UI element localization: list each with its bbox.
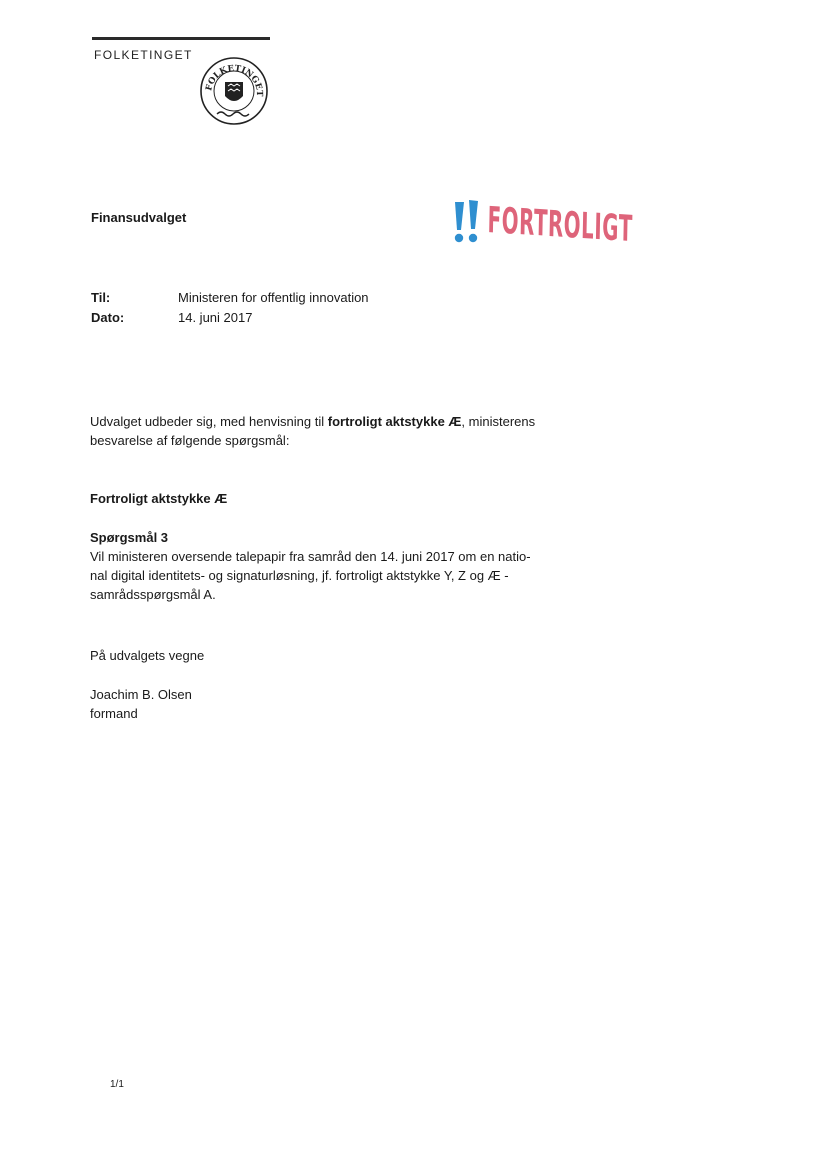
header-rule — [92, 37, 270, 40]
date-value: 14. juni 2017 — [178, 310, 253, 325]
question-line-2: nal digital identitets- og signaturløsning, jf. fortroligt aktstykke Y, Z og Æ - — [90, 568, 509, 583]
committee-name: Finansudvalget — [91, 210, 187, 225]
signatory-title: formand — [90, 706, 138, 721]
date-label: Dato: — [91, 310, 125, 325]
intro-paragraph — [90, 412, 590, 450]
to-label: Til: — [91, 290, 111, 305]
organization-name: FOLKETINGET — [94, 48, 193, 62]
section-title: Fortroligt aktstykke Æ — [90, 491, 228, 506]
intro-line-2: besvarelse af følgende spørgsmål: — [90, 433, 290, 448]
intro-text: Udvalget udbeder sig, med henvisning til — [90, 414, 328, 429]
question-line-1: Vil ministeren oversende talepapir fra samråd den 14. juni 2017 om en natio- — [90, 549, 531, 564]
intro-text-end: , ministerens — [461, 414, 536, 429]
confidential-stamp: FORTROLIGT — [487, 200, 634, 251]
signatory-name: Joachim B. Olsen — [90, 687, 192, 702]
parliament-seal-icon — [199, 56, 269, 126]
question-block — [90, 528, 590, 604]
intro-bold-reference: fortroligt aktstykke Æ — [327, 414, 462, 429]
page-number: 1/1 — [110, 1079, 124, 1090]
question-line-3: samrådsspørgsmål A. — [90, 587, 216, 602]
closing-line: På udvalgets vegne — [90, 648, 205, 663]
to-value: Ministeren for offentlig innovation — [178, 290, 369, 305]
svg-text:FOLKETINGET: FOLKETINGET — [204, 63, 265, 97]
question-heading: Spørgsmål 3 — [90, 530, 169, 545]
